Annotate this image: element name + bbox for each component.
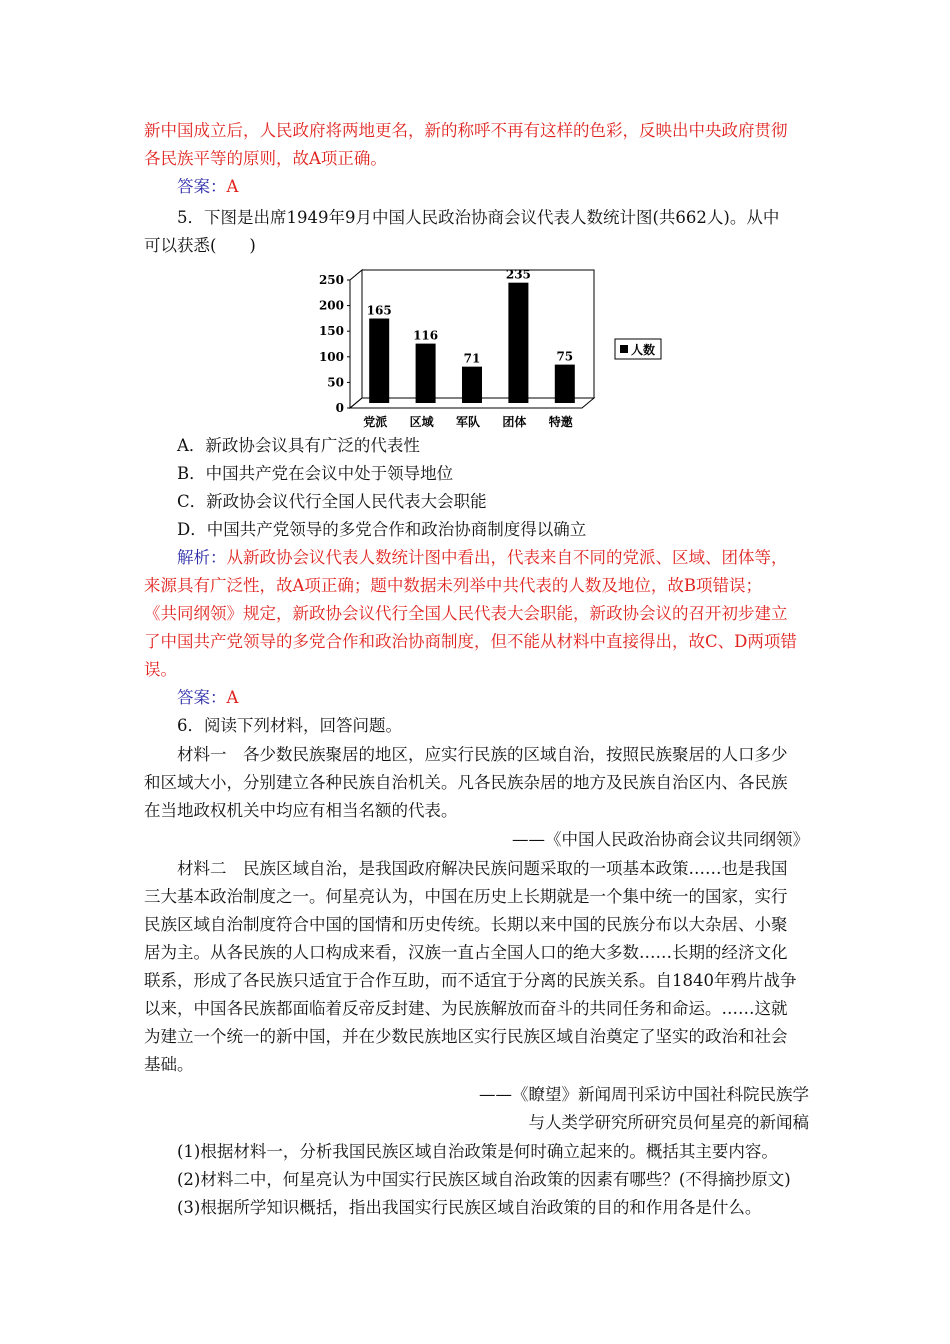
bar-2 <box>416 344 436 403</box>
bar-5 <box>555 365 575 403</box>
material2-line7: 为建立一个统一的新中国，并在少数民族地区实行民族区域自治奠定了坚实的政治和社会 <box>144 1027 788 1046</box>
data-label: 235 <box>505 267 531 282</box>
analysis5-text1: 从新政协会议代表人数统计图中看出，代表来自不同的党派、区域、团体等， <box>226 548 788 567</box>
material1-line3: 在当地政权机关中均应有相当名额的代表。 <box>144 801 458 820</box>
answer5-label: 答案： <box>177 688 227 707</box>
material2-line1: 材料二 民族区域自治，是我国政府解决民族问题采取的一项基本政策……也是我国 <box>177 859 788 878</box>
q5-option-c: C．新政协会议代行全国人民代表大会职能 <box>177 492 487 511</box>
q5-line2: 可以获悉( ) <box>144 236 256 255</box>
subquestion-1: (1)根据材料一，分析我国民族区域自治政策是何时确立起来的。概括其主要内容。 <box>177 1142 778 1161</box>
y-tick-label: 0 <box>335 401 344 415</box>
data-label: 71 <box>463 351 481 366</box>
y-tick-label: 100 <box>318 349 344 364</box>
material2-line2: 三大基本政治制度之一。何星亮认为，中国在历史上长期就是一个集中统一的国家，实行 <box>144 887 788 906</box>
category-label: 区域 <box>409 415 434 429</box>
material2-line4: 居为主。从各民族的人口构成来看，汉族一直占全国人口的绝大多数……长期的经济文化 <box>144 943 788 962</box>
answer5 <box>144 684 842 712</box>
bar-1 <box>369 319 389 403</box>
q5-option-b: B．中国共产党在会议中处于领导地位 <box>177 464 454 483</box>
material2-line8: 基础。 <box>144 1055 194 1074</box>
material1-source: ——《中国人民政治协商会议共同纲领》 <box>512 830 809 849</box>
answer4 <box>144 173 842 201</box>
material1-line1: 材料一 各少数民族聚居的地区，应实行民族的区域自治，按照民族聚居的人口多少 <box>177 745 788 764</box>
chart-left-wall <box>350 270 362 408</box>
q5-option-a: A．新政协会议具有广泛的代表性 <box>177 436 420 455</box>
analysis5-line2: 来源具有广泛性，故A项正确；题中数据未列举中共代表的人数及地位，故B项错误； <box>144 576 763 595</box>
analysis5-line5: 误。 <box>144 660 177 679</box>
analysis5-label: 解析： <box>177 548 227 567</box>
data-label: 75 <box>556 349 574 364</box>
material2-line6: 以来，中国各民族都面临着反帝反封建、为民族解放而奋斗的共同任务和命运。……这就 <box>144 999 788 1018</box>
y-tick-label: 150 <box>318 324 344 339</box>
material2-line3: 民族区域自治制度符合中国的国情和历史传统。长期以来中国的民族分布以大杂居、小聚 <box>144 915 788 934</box>
category-label: 军队 <box>455 415 481 429</box>
analysis5-line3: 《共同纲领》规定，新政协会议代行全国人民代表大会职能，新政协会议的召开初步建立 <box>144 604 788 623</box>
answer4-value: A <box>226 177 239 196</box>
category-label: 团体 <box>502 415 527 429</box>
q5-option-d: D．中国共产党领导的多党合作和政治协商制度得以确立 <box>177 520 587 539</box>
category-label: 党派 <box>363 415 388 429</box>
data-label: 165 <box>366 303 392 318</box>
analysis4-line2: 各民族平等的原则，故A项正确。 <box>144 149 387 168</box>
material2-line5: 联系，形成了各民族只适宜于合作互助，而不适宜于分离的民族关系。自1840年鸦片战争 <box>144 971 797 990</box>
answer4-label: 答案： <box>177 177 227 196</box>
subquestion-3: (3)根据所学知识概括，指出我国实行民族区域自治政策的目的和作用各是什么。 <box>177 1198 762 1217</box>
data-label: 116 <box>413 328 439 343</box>
legend-swatch <box>620 345 628 353</box>
subquestion-2: (2)材料二中，何星亮认为中国实行民族区域自治政策的因素有哪些？(不得摘抄原文) <box>177 1170 791 1189</box>
delegate-bar-chart <box>318 262 668 432</box>
analysis5-line4: 了中国共产党领导的多党合作和政治协商制度，但不能从材料中直接得出，故C、D两项错 <box>144 632 797 651</box>
q6-intro: 6．阅读下列材料，回答问题。 <box>177 716 402 735</box>
y-tick-label: 250 <box>318 273 344 287</box>
analysis4-line1: 新中国成立后，人民政府将两地更名，新的称呼不再有这样的色彩，反映出中央政府贯彻 <box>144 121 788 140</box>
y-tick-label: 200 <box>318 298 344 313</box>
answer5-value: A <box>226 688 239 707</box>
chart-legend <box>615 339 661 359</box>
q5-line1: 5．下图是出席1949年9月中国人民政治协商会议代表人数统计图(共662人)。从中 <box>177 208 780 227</box>
legend-label: 人数 <box>631 343 656 357</box>
analysis5-line1 <box>144 544 842 572</box>
bar-4 <box>508 283 528 403</box>
material2-source-line2: 与人类学研究所研究员何星亮的新闻稿 <box>528 1113 809 1132</box>
bar-3 <box>462 367 482 403</box>
material2-source-line1: ——《瞭望》新闻周刊采访中国社科院民族学 <box>479 1085 809 1104</box>
material1-line2: 和区域大小，分别建立各种民族自治机关。凡各民族杂居的地方及民族自治区内、各民族 <box>144 773 788 792</box>
y-tick-label: 50 <box>327 375 344 390</box>
category-label: 特邀 <box>548 415 573 429</box>
